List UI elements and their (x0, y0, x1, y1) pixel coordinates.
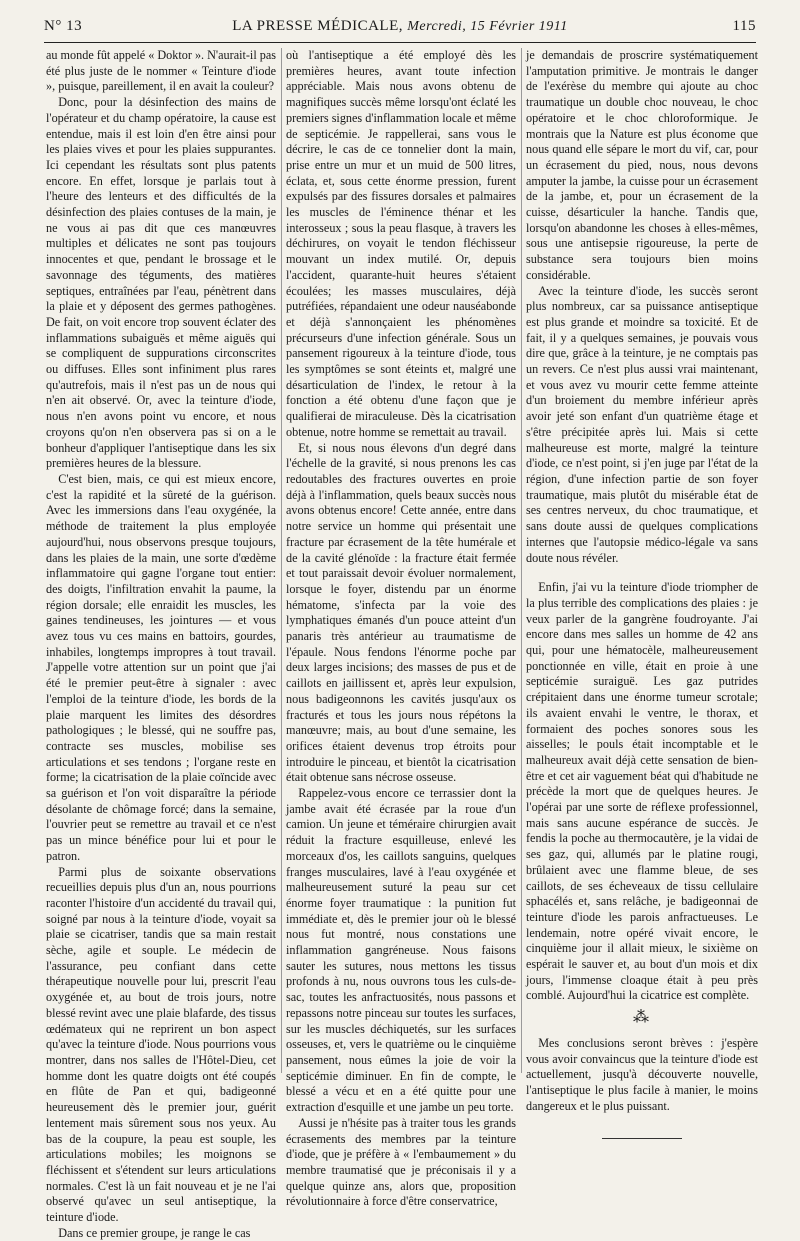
conclusion-paragraph: Mes conclusions seront brèves : j'espère vous avoir convaincus que la teinture d'iode est actuellement, jusqu'à découverte nouvelle, l'antiseptique le plus facile à manier, le moins dangereux et le plus puissant. (526, 1035, 758, 1113)
issue-number: N° 13 (44, 18, 83, 34)
column-divider (521, 48, 522, 1073)
journal-name: LA PRESSE MÉDICALE, (232, 18, 403, 34)
paragraph: au monde fût appelé « Doktor ». N'aurait-il pas été plus juste de le nommer « Teinture d'iode », puisque, pareillement, il en avait la couleur? (46, 48, 276, 94)
paragraph: Aussi je n'hésite pas à traiter tous les grands écrasements des membres par la teinture d'iode, que je préfère à « l'embaumement » du membre traumatisé que je préconisais il y a quelque quinze ans, alors que, proposition révolutionnaire à force d'être conservatrice, (286, 1115, 516, 1209)
column-3 (526, 48, 758, 1113)
column-divider (281, 48, 282, 1073)
column-2 (286, 48, 516, 1209)
section-gap (526, 566, 758, 580)
paragraph: Rappelez-vous encore ce terrassier dont la jambe avait été écrasée par la roue d'un camion. Un jeune et téméraire chirurgien avait réduit la fracture esquilleuse, enlevé les morceaux d'os, les caillots sanguins, quelques franges musculaires, lavé à l'eau oxygénée et malheureusement suturé la peau sur cet énorme foyer traumatique : la punition fut immédiate et, dès le premier jour où le blessé nous fut montré, nous constations une inflammation gangréneuse. Nous faisons sauter les sutures, nous mettons les tissus profonds à nu, nous ouvrons tous les culs-de-sac, toutes les anfractuosités, nous passons et repassons notre pinceau sur toutes les surfaces, sur les muscles déchiquetés, sur les surfaces osseuses, et, vers le quatrième ou le cinquième pansement, nous eûmes la joie de voir la septicémie diminuer. En fin de compte, le blessé a vécu et en a été quitte pour une extraction d'esquille et une jambe un peu torte. (286, 786, 516, 1115)
paragraph: Et, si nous nous élevons d'un degré dans l'échelle de la gravité, si nous prenons les cas redoutables des fractures ouvertes en proie déjà à l'inflammation, quels beaux succès nous avons obtenus encore! Cette année, entre dans notre service un homme qui présentait une fracture par écrasement de la tête humérale et de la cavité glénoïde : la fracture était fermée et tout paraissait devoir évoluer normalement, lorsque le foyer, distendu par un énorme hématome, s'infecta par la voie des lymphatiques émanés d'un pouce atteint d'un panaris très antérieur au traumatisme de l'épaule. Nous fendons l'énorme poche par deux larges incisions; des masses de pus et de caillots en jaillissent et, après leur expulsion, nous badigeonnons les cavités jusqu'aux os fracturés et tous les jours nous répétons la manœuvre; mais, au bout d'une semaine, les orifices étaient devenus trop étroits pour introduire le pinceau, et bientôt la cicatrisation était obtenue sans nécrose osseuse. (286, 440, 516, 785)
paragraph: Donc, pour la désinfection des mains de l'opérateur et du champ opératoire, la cause est entendue, mais il est loin d'en être ainsi pour les plaies vives et pour les plaies suppurantes. Ici cependant les résultats sont plus patents encore. En effet, lorsque je parlais tout à l'heure des lenteurs et des difficultés de la désinfection des plaies contuses de la main, je ne vous ai pas dit que ces manœuvres multiples et délicates ne sont pas toujours innocentes et que, pendant le brossage et le savonnage des téguments, des matières septiques, entraînées par l'eau, pénètrent dans la plaie et y déposent des germes pathogènes. De fait, on voit encore trop souvent éclater des inflammations subaiguës et même aiguës qui se compliquent de suppurations circonscrites ou diffuses. Elles sont infiniment plus rares qu'autrefois, mais il n'est pas un de nous qui n'en ait observé. Or, avec la teinture d'iode, nous n'en avons point vu encore, et nous croyons qu'on n'en observera pas si on a le bonheur d'appliquer l'antiseptique dans les six premières heures de la blessure. (46, 95, 276, 471)
section-separator: ⁂ (633, 1009, 651, 1027)
paragraph: Enfin, j'ai vu la teinture d'iode triompher de la plus terrible des complications des plaies : je veux parler de la gangrène foudroyante. J'ai encore dans mes salles un homme de 42 ans qui, pour une hématocèle, malheureusement ponctionnée en ville, était en proie à une septicémie suraiguë. Les gaz putrides crépitaient dans une énorme tumeur scrotale; ils avaient envahi le ventre, le thorax, et formaient des poches sonores sous les aisselles; le pouls était incomptable et le malheureux avait déjà cette sensation de bien-être et cet air vaguement béat qui d'habitude ne précède la mort que de quelques heures. Je l'opérai par une sorte de réflexe professionnel, mais sans aucune espérance de succès. Je fendis la poche au thermocautère, je la vidai de ses gaz, qui, allumés par le platine rougi, brûlaient avec une flamme bleue, de ses caillots, de ses écheveaux de tissu cellulaire sphacélés et, sans relâche, je badigeonnai de teinture d'iode les parois anfractueuses. Le lendemain, notre opéré vivait encore, le cinquième jour il allait mieux, le sixième on espérait le sauver et, au bout d'un mois et dix jours, l'immense cloaque était à peu près comblé. Aujourd'hui la cicatrice est complète. (526, 580, 758, 1003)
page-header (44, 18, 756, 40)
running-title (44, 18, 756, 35)
paragraph: où l'antiseptique a été employé dès les premières heures, avant toute infection appréciable. Mais nous avons obtenu de magnifiques succès même lorsqu'ont éclaté les premiers signes d'inflammation locale et même de septicémie. Je rappellerai, sans vous le décrire, le cas de ce tonnelier dont la main, prise entre un mur et un muid de 500 litres, éclata, et, sous cette énorme pression, furent expulsés par des fissures dorsales et palmaires les muscles de l'éminence thénar et les interosseux ; sous la peau flasque, à travers les déchirures, on voyait le tendon fléchisseur mouvant un index mutilé. Or, depuis l'accident, quarante-huit heures s'étaient écoulées; les masses musculaires, déjà putréfiées, répandaient une odeur nauséabonde et déjà s'annonçaient les phénomènes précurseurs d'une infection générale. Sous un pansement rigoureux à la teinture d'iode, tous les symptômes se sont éteints et, malgré une désarticulation de l'index, le retour à la fonction a été obtenu d'une façon que je qualifierai de miraculeuse. Dès la cicatrisation obtenue, notre homme se remettait au travail. (286, 48, 516, 439)
end-rule (602, 1138, 682, 1139)
paragraph: C'est bien, mais, ce qui est mieux encore, c'est la rapidité et la sûreté de la guérison. Avec les immersions dans l'eau oxygénée, la méthode de traitement la plus employée aujourd'hui, nous observons presque toujours, dans les plaies de la main, une sorte d'œdème inflammatoire qui gagne l'organe tout entier: des doigts, l'infiltration envahit la paume, la région dorsale; elle enraidit les muscles, les gaines tendineuses, les jointures — et vous avez tous vu ces mains en battoirs, gourdes, inhabiles, longtemps impropres à tout travail. J'appelle votre attention sur un point que j'ai été le premier peut-être à signaler : avec l'emploi de la teinture d'iode, les bords de la plaie marquent les limites des désordres pathologiques ; le blessé, qui ne souffre pas, contracte ses muscles, mobilise ses articulations et ses tendons ; l'organe reste en forme; la cicatrisation de la plaie coïncide avec sa guérison et l'on voit disparaître la période désolante de chômage forcé; dans la semaine, l'ouvrier peut se remettre au travail et ce n'est pas un mince bénéfice pour lui et pour le patron. (46, 471, 276, 863)
issue-date: Mercredi, 15 Février 1911 (407, 19, 568, 34)
paragraph: Dans ce premier groupe, je range le cas (58, 1225, 251, 1240)
header-rule (44, 42, 756, 43)
paragraph: Parmi plus de soixante observations recueillies depuis plus d'un an, nous pourrions raconter l'histoire d'un accidenté du travail qui, soigné par nous à la teinture d'iode, voyait sa plaie se cicatriser, tandis que sa main restait sèche, agile et souple. Le médecin de l'assurance, peu confiant dans cette thérapeutique nouvelle pour lui, prescrit l'eau oxygénée et, au bout de trois jours, notre blessé revint avec une plaie blafarde, des tissus œdémateux qui ne reprirent un bon aspect qu'avec la teinture d'iode. Nous pourrions vous montrer, dans nos salles de l'Hôtel-Dieu, cet homme dont les quatre doigts ont été coupés en flûte de Pan et qui, badigeonné heureusement dès le premier jour, guérit lentement mais sûrement sous nos yeux. Au bas de la coupure, la peau est souple, les articulations mobiles; les moignons se fléchissent et s'étendent sur leurs articulations normales. C'est là un fait nouveau et je ne l'ai observé qu'avec un seul antiseptique, la teinture d'iode. (46, 864, 276, 1225)
paragraph: Avec la teinture d'iode, les succès seront plus nombreux, car sa puissance antiseptique est plus grande et moindre sa toxicité. Et de fait, il y a quelques semaines, je pouvais vous dire que, grâce à la teinture, je ne comptais pas un revers. Ce n'est plus aussi vrai maintenant, et vous avez vu mourir cette femme atteinte d'un broiement du membre inférieur après avoir jeté son enfant d'un quatrième étage et s'être précipitée après lui. Mais si cette malheureuse est morte, malgré la teinture d'iode, ce n'est point, si j'en juge par l'état de la région, d'une infection partie de son foyer traumatique, mais plutôt du misérable état de ses centres nerveux, du choc traumatique, et sans doute aussi de quelques complications internes que l'autopsie médico-légale va sans doute nous révéler. (526, 283, 758, 565)
page-number: 115 (732, 18, 756, 34)
column-1 (46, 48, 276, 1240)
paragraph: je demandais de proscrire systématiquement l'amputation primitive. Je montrais le danger de l'exérèse du membre qui ajoute au choc traumatique un double choc nouveau, le choc opératoire et le choc chloroformique. Je montrais que la Nature est plus économe que nous quand elle sépare le mort du vif, car, pour un écrasement du pied, nous, nous devons amputer la jambe, la cuisse pour un écrasement de la jambe, et, pour un écrasement de la cuisse, désarticuler la hanche. Tandis que, lorsqu'on abandonne les choses à elles-mêmes, sous une antisepsie rigoureuse, la perte de substance sera toujours bien moins considérable. (526, 48, 758, 282)
